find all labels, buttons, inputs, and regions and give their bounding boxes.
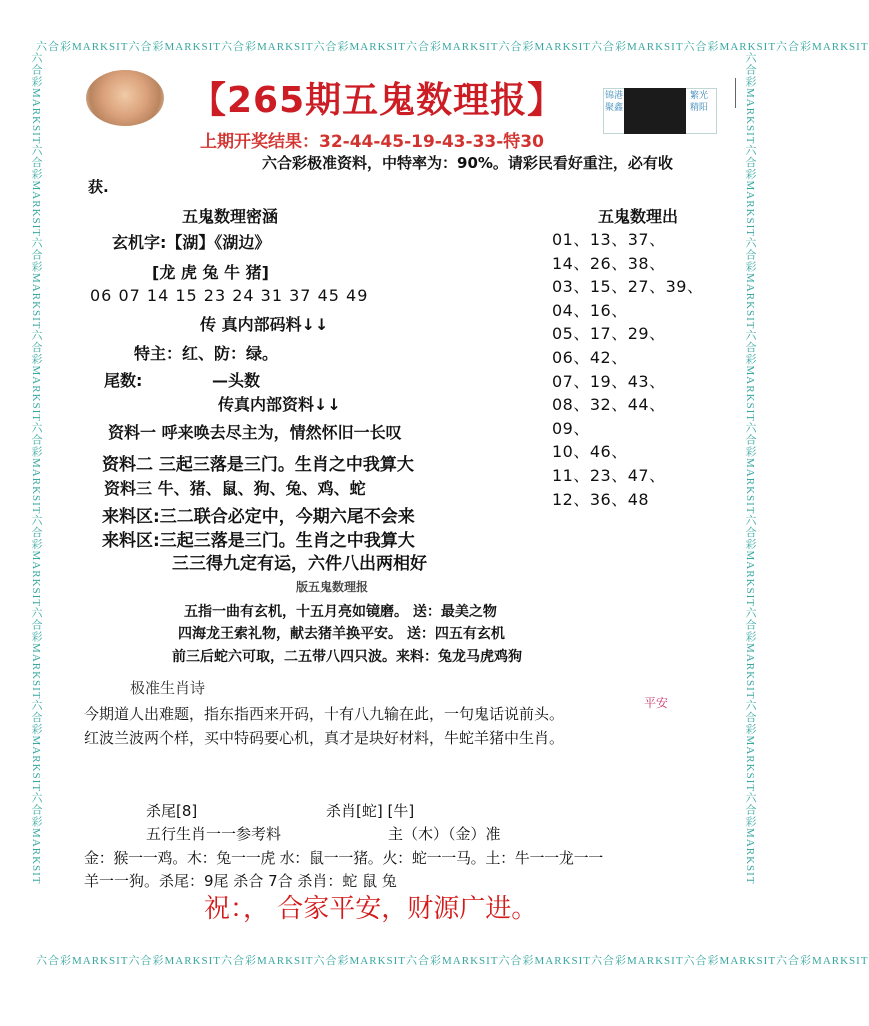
number-group-row: 14、26、38、 [552,253,666,273]
blessing-text: 祝：， 合家平安，财源广进。 [204,894,538,924]
fax-data-heading: 传真内部资料↓↓ [218,395,341,414]
zodiac-list: [龙 虎 兔 牛 猪] [152,263,269,282]
fax-code-heading: 传 真内部码料↓↓ [200,315,329,334]
number-group-row: 01、13、37、 [552,230,666,249]
number-group-row: 12、36、48 [552,489,650,509]
poem-line-1: 今期道人出难题，指东指西来开码，十有八九输在此，一句鬼话说前头。 [84,705,565,723]
seal-text-left: 锦港聚鑫 [605,91,624,113]
redacted-block [624,88,686,134]
kill-tail: 杀尾[8] [146,802,198,820]
incoming-zone-3: 三三得九定有运，六件八出两相好 [172,554,427,574]
mystery-word: 玄机字:【湖】《湖边》 [112,233,271,252]
elements-line-1: 金：猴一一鸡。木：兔一一虎 水：鼠一一猪。火：蛇一一马。土：牛一一龙一一 [84,849,603,867]
number-group-row: 11、23、47、 [552,465,666,485]
elements-line-2: 羊一一狗。杀尾：9尾 杀合 7合 杀肖：蛇 鼠 兔 [84,872,397,890]
border-top-pattern: 六合彩MARKSIT六合彩MARKSIT六合彩MARKSIT六合彩MARKSIT六合彩MARKSIT六合彩MARKSIT六合彩MARKSIT六合彩MARKSIT六合彩MARKSIT [36,41,869,53]
divider-tick [735,78,736,108]
number-group-row: 10、46、 [552,442,628,462]
intro-line-2: 获. [88,178,109,196]
riddle-3: 前三后蛇六可取，二五带八四只波。来料：兔龙马虎鸡狗 [172,649,522,665]
portrait-avatar [86,70,164,126]
border-bottom-pattern: 六合彩MARKSIT六合彩MARKSIT六合彩MARKSIT六合彩MARKSIT六合彩MARKSIT六合彩MARKSIT六合彩MARKSIT六合彩MARKSIT六合彩MARKSIT [36,955,869,967]
border-left-pattern: 六合彩MARKSIT六合彩MARKSIT六合彩MARKSIT六合彩MARKSIT六合彩MARKSIT六合彩MARKSIT六合彩MARKSIT六合彩MARKSIT六合彩MARKSIT [30,52,42,885]
intro-line-1: 六合彩极准资料，中特率为：90%。请彩民看好重注，必有收 [262,154,673,172]
right-heading: 五鬼数理出 [598,207,679,226]
riddle-2: 四海龙王索礼物，献去猪羊换平安。 送：四五有玄机 [178,626,505,642]
five-elements-label: 五行生肖一一参考料 [146,825,282,843]
poem-line-2: 红波兰波两个样，买中特码要心机，真才是块好材料，牛蛇羊猪中生肖。 [84,729,565,747]
number-group-row: 03、15、27、39、 [552,277,704,297]
border-right-pattern: 六合彩MARKSIT六合彩MARKSIT六合彩MARKSIT六合彩MARKSIT六合彩MARKSIT六合彩MARKSIT六合彩MARKSIT六合彩MARKSIT六合彩MARKSIT [744,52,756,885]
special-colors: 特主：红、防：绿。 [134,344,279,363]
tail-label: 尾数: [104,371,143,390]
number-groups [552,228,703,511]
number-group-row: 07、19、43、 [552,371,666,391]
page-title: 【265期五鬼数理报】 [190,80,565,121]
reference-2: 资料二 三起三落是三门。生肖之中我算大 [102,455,414,475]
tail-value: —头数 [212,371,261,390]
seal-text-right: 繁光精阳 [690,91,709,113]
number-group-row: 05、17、29、 [552,324,666,344]
poem-heading: 极准生肖诗 [130,679,206,697]
number-group-row: 04、16、 [552,300,628,320]
incoming-zone-2: 来料区:三起三落是三门。生肖之中我算大 [102,531,415,551]
left-heading: 五鬼数理密涵 [182,207,279,226]
number-group-row: 09、 [552,418,590,438]
number-list: 06 07 14 15 23 24 31 37 45 49 [90,286,369,305]
riddle-1: 五指一曲有玄机，十五月亮如镜磨。 送：最美之物 [184,604,497,620]
incoming-zone-1: 来料区:三二联合必定中，今期六尾不会来 [102,507,415,527]
reference-3: 资料三 牛、猪、鼠、狗、兔、鸡、蛇 [104,479,366,498]
last-draw-result: 上期开奖结果：32-44-45-19-43-33-特30 [200,132,544,152]
main-elements: 主（木）（金）准 [388,825,501,843]
corner-stamp: 平安 [644,696,669,710]
faint-heading: 版五鬼数理报 [296,580,369,594]
kill-zodiac: 杀肖[蛇] [牛] [326,802,415,820]
number-group-row: 06、42、 [552,347,628,367]
reference-1: 资料一 呼来唤去尽主为，情然怀旧一长叹 [108,423,402,442]
number-group-row: 08、32、44、 [552,395,666,415]
